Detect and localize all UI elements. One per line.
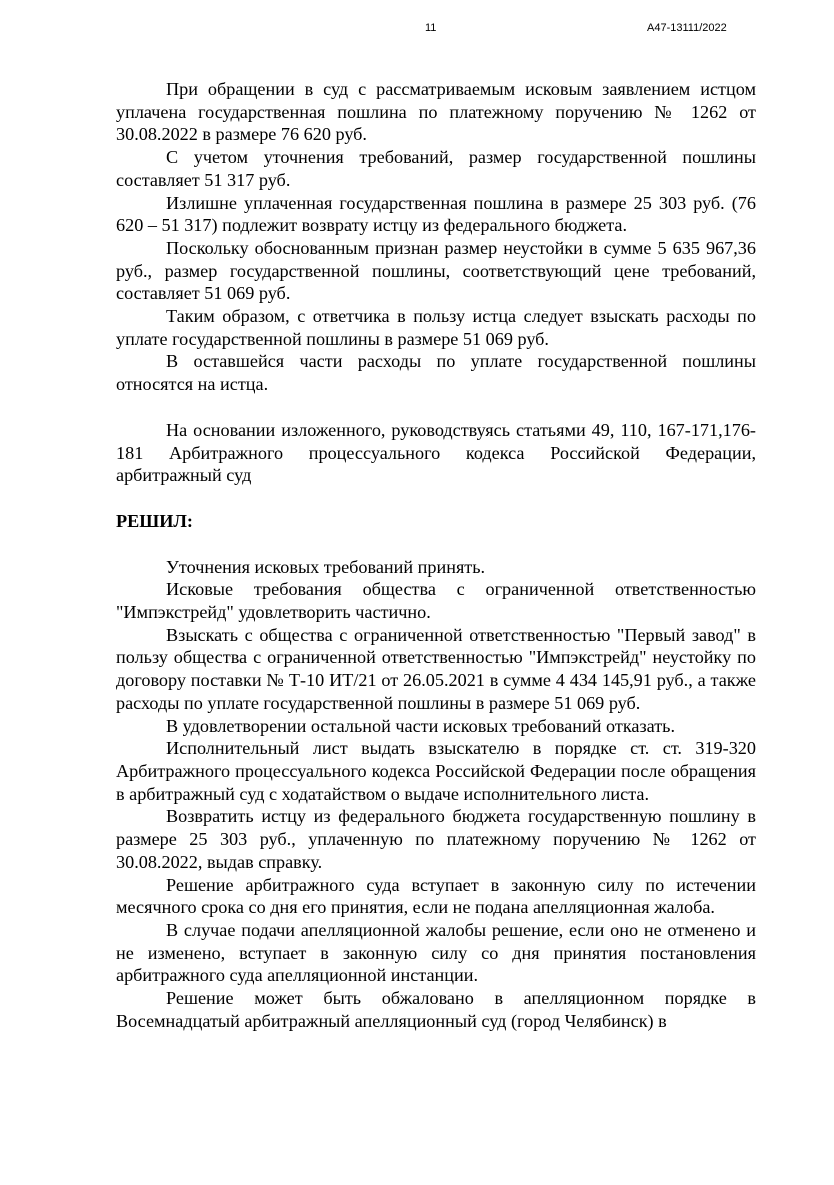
paragraph: С учетом уточнения требований, размер государственной пошлины составляет 51 317 руб. [116, 147, 756, 190]
decision-heading: РЕШИЛ: [116, 510, 193, 531]
paragraph: Поскольку обоснованным признан размер неустойки в сумме 5 635 967,36 руб., размер государственной пошлины, соответствующий цене требований, составляет 51 069 руб. [116, 237, 756, 304]
basis-paragraph: На основании изложенного, руководствуясь статьями 49, 110, 167-171,176-181 Арбитражного процессуального кодекса Российской Федерации, арбитражный суд [116, 419, 756, 486]
document-body [116, 78, 756, 1032]
paragraph: Таким образом, с ответчика в пользу истца следует взыскать расходы по уплате государственной пошлины в размере 51 069 руб. [116, 306, 756, 349]
paragraph: Излишне уплаченная государственная пошлина в размере 25 303 руб. (76 620 – 51 317) подлежит возврату истцу из федерального бюджета. [116, 192, 756, 236]
spacer [116, 487, 756, 510]
paragraph: При обращении в суд с рассматриваемым исковым заявлением истцом уплачена государственная пошлина по платежному поручению № 1262 от 30.08.2022 в размере 76 620 руб. [116, 79, 756, 145]
paragraph: В оставшейся части расходы по уплате государственной пошлины относятся на истца. [116, 351, 756, 395]
paragraph: В удовлетворении остальной части исковых требований отказать. [166, 715, 676, 736]
paragraph: Исполнительный лист выдать взыскателю в порядке ст. ст. 319-320 Арбитражного процессуального кодекса Российской Федерации после обращения в арбитражный суд с ходатайством о выдаче исполнительного листа. [116, 738, 756, 804]
spacer [116, 533, 756, 556]
paragraph: Исковые требования общества с ограниченной ответственностью "Импэкстрейд" удовлетворить частично. [116, 579, 756, 623]
paragraph: В случае подачи апелляционной жалобы решение, если оно не отменено и не изменено, вступает в законную силу со дня принятия постановления арбитражного суда апелляционной инстанции. [116, 919, 756, 986]
paragraph: Возвратить истцу из федерального бюджета государственную пошлину в размере 25 303 руб., уплаченную по платежному поручению № 1262 от 30.08.2022, выдав справку. [116, 806, 756, 872]
spacer [116, 396, 756, 419]
paragraph: Уточнения исковых требований принять. [166, 556, 486, 577]
page-number: 11 [425, 22, 437, 34]
case-number: А47-13111/2022 [647, 22, 727, 34]
paragraph: Решение арбитражного суда вступает в законную силу по истечении месячного срока со дня его принятия, если не подана апелляционная жалоба. [116, 874, 756, 918]
paragraph: Решение может быть обжаловано в апелляционном порядке в Восемнадцатый арбитражный апелляционный суд (город Челябинск) в [116, 988, 756, 1031]
paragraph: Взыскать с общества с ограниченной ответственностью "Первый завод" в пользу общества с ограниченной ответственностью "Импэкстрейд" неустойку по договору поставки № Т-10 ИТ/21 от 26.05.2021 в сумме 4 434 145,91 руб., а также расходы по уплате государственной пошлины в размере 51 069 руб. [116, 624, 756, 713]
